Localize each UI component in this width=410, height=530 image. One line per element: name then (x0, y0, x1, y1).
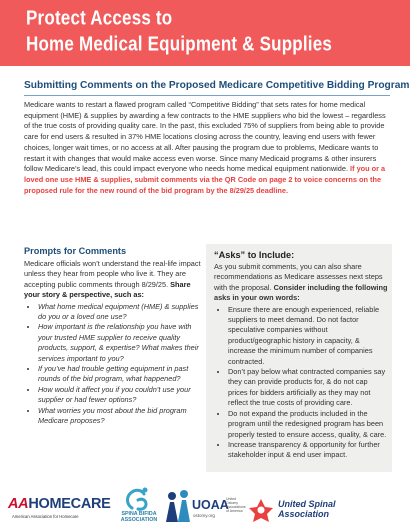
usa-line1: United Spinal (278, 499, 336, 509)
uoaa-subtitle: ostomy.org (193, 513, 215, 518)
call-to-action: If you or a loved one use HME & supplies, submit comments via the QR Code on page 2 to voice concerns on the proposed rule for the new round of the bid program by the 8/29/25 deadline. (24, 164, 386, 195)
uoaa-logo (162, 486, 244, 528)
ask-item: • Ensure there are enough experienced, reliable suppliers to meet demand. Do not factor speculative companies without product/geographic history in capacity, & increase the minimum number of companies contracted. (228, 305, 388, 367)
spina-bifida-logo (112, 484, 166, 530)
prompt-item: • What worries you most about the bid program Medicare proposes? (38, 406, 202, 427)
header-title-line2: Home Medical Equipment & Supplies (26, 33, 333, 56)
prompt-item: • What home medical equipment (HME) & supplies do you or a loved one use? (38, 302, 202, 323)
prompts-title: Prompts for Comments (24, 246, 127, 256)
prompt-item: • If you’ve had trouble getting equipment in past rounds of the bid program, what happened? (38, 364, 202, 385)
ask-item: • Do not expand the products included in the program until the redesigned program has been properly tested to ensure access, quality, & care. (228, 409, 388, 440)
ask-item: • Increase transparency & opportunity for further stakeholder input & end user impact. (228, 440, 388, 461)
uoaa-name: UOAA (192, 498, 229, 512)
header-title-line1: Protect Access to (26, 7, 173, 30)
aah-subtitle: American Association for Homecare (12, 514, 79, 519)
united-spinal-logo (246, 496, 356, 526)
prompts-intro (24, 259, 202, 301)
section-divider (24, 95, 390, 96)
uoaa-side-text: United Ostomy Associations of America (226, 497, 246, 513)
asks-list (214, 305, 388, 461)
asks-box (206, 244, 392, 472)
usa-line2: Association (278, 509, 330, 519)
prompts-column (24, 246, 202, 427)
section-title: Submitting Comments on the Proposed Medicare Competitive Bidding Program (24, 80, 410, 91)
prompts-intro-text: Medicare officials won’t understand the real-life impact unless they hear from people who live it. They are accepting public comments through 8/29/25. (24, 259, 201, 289)
intro-text: Medicare wants to restart a flawed program called “Competitive Bidding” that sets rates for home medical equipment (HME) & supplies by awarding a few contracts to the HME suppliers who bid the lowest – regardless of the true costs of providing quality care. In the past, this excluded 75% of suppliers from being able to provide care for end users & resulted in 37% HME locations closing across the country, leaving end users with fewer choices, longer wait times, or no access at all. After pausing the program due to problems, Medicare wants to restart it with changes that would make access even worse. Since many Medicaid programs & other insurers follow Medicare’s lead, this could impact everyone who needs home medical equipment nationwide. (24, 100, 386, 174)
sba-line2: ASSOCIATION (120, 517, 158, 523)
aah-prefix: AA (8, 496, 29, 512)
prompts-list (24, 302, 202, 427)
ask-item: • Don’t pay below what contracted companies say they can provide products for, & do not cap prices for bidders artificially as they may not reflect the true costs of providing care. (228, 367, 388, 409)
prompt-item: • How would it affect you if you couldn’t use your supplier or had fewer options? (38, 385, 202, 406)
asks-intro-bold: Consider including the following asks in your own words: (214, 282, 388, 303)
sba-line1: SPINA BIFIDA (121, 511, 157, 517)
asks-intro (214, 262, 388, 304)
spina-bifida-emblem-icon (112, 484, 166, 512)
prompts-intro-bold: Share your story & perspective, such as: (24, 279, 191, 300)
united-spinal-emblem-icon (248, 497, 274, 523)
aah-main: HOMECARE (28, 496, 111, 512)
asks-intro-text: As you submit comments, you can also share recommendations as Medicare assesses next steps with the proposal. (214, 262, 383, 292)
header-banner (0, 0, 410, 66)
aahomecare-logo (8, 496, 120, 524)
prompt-item: • How important is the relationship you have with your trusted HME supplier to receive quality products, support, & expertise? What makes their services important to you? (38, 322, 202, 364)
intro-paragraph (24, 100, 392, 196)
uoaa-figures-icon (162, 488, 194, 526)
asks-title: “Asks” to Include: (214, 250, 295, 260)
